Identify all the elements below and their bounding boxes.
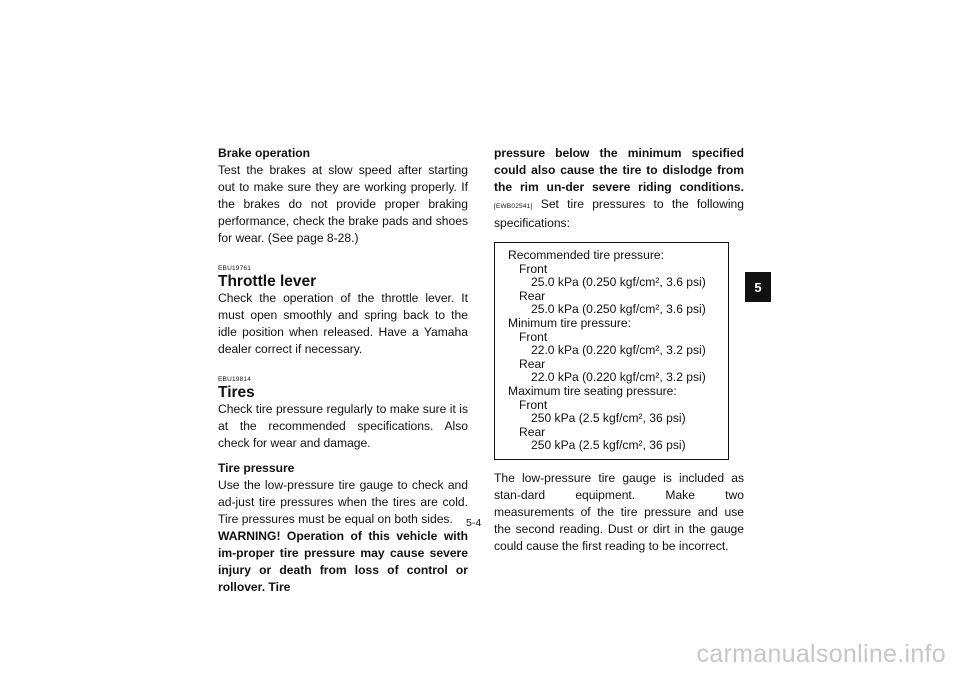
brake-operation-heading: Brake operation [218,146,311,160]
maximum-front-label: Front [519,397,548,412]
recommended-front-value: 25.0 kPa (0.250 kgf/cm², 3.6 psi) [531,275,706,290]
tires-ref-code: EBU19814 [218,376,252,383]
chapter-tab: 5 [745,272,771,302]
watermark: carmanualsonline.info [696,640,946,668]
minimum-pressure-label: Minimum tire pressure: [508,315,631,330]
warning-ref-code: [EWB02541] [494,203,533,210]
recommended-pressure-label: Recommended tire pressure: [508,248,664,262]
throttle-lever-title: Throttle lever [218,273,317,290]
warning-text: WARNING! Operation of this vehicle with im-proper tire pressure may cause severe injury or death from loss of control or rollover. Tire [218,529,468,594]
tire-pressure-text: Use the low-pressure tire gauge to check and ad-just tire pressures when the tires are cold. Tire pressures must be equal on both sides. [218,478,468,526]
tire-pressure-spec-box [494,242,729,460]
maximum-rear-value: 250 kPa (2.5 kgf/cm², 36 psi) [531,438,686,453]
minimum-front-label: Front [519,329,548,344]
warning-continuation-text: pressure below the minimum specified could also cause the tire to dislodge from the rim un-der severe riding conditions. [494,146,744,194]
throttle-lever-text: Check the operation of the throttle lever. It must open smoothly and spring back to the idle position when released. Have a Yamaha dealer correct if necessary. [218,291,468,356]
right-column [494,145,744,555]
gauge-text: The low-pressure tire gauge is included as stan-dard equipment. Make two measurements of the tire pressure and use the second reading. Dust or dirt in the gauge could cause the first reading to be incorrect. [494,470,744,553]
maximum-front-value: 250 kPa (2.5 kgf/cm², 36 psi) [531,411,686,426]
recommended-front-label: Front [519,261,548,276]
maximum-pressure-label: Maximum tire seating pressure: [508,383,677,398]
warning-continuation [494,145,744,232]
recommended-rear-value: 25.0 kPa (0.250 kgf/cm², 3.6 psi) [531,302,706,317]
brake-operation-text: Test the brakes at slow speed after starting out to make sure they are working properly. If the brakes do not provide proper braking performance, check the brake pads and shoes for wear. (See page 8-28.) [218,163,468,245]
page-number: 5-4 [466,517,482,529]
recommended-rear-label: Rear [519,288,546,303]
left-column [218,145,468,596]
minimum-front-value: 22.0 kPa (0.220 kgf/cm², 3.2 psi) [531,343,706,358]
tires-title: Tires [218,384,255,401]
throttle-ref-code: EBU19761 [218,265,252,272]
tires-text: Check tire pressure regularly to make sure it is at the recommended specifications. Also check for wear and damage. [218,402,468,450]
minimum-rear-label: Rear [519,356,546,371]
set-pressure-text: Set tire pressures to the following specifications: [494,197,744,230]
maximum-rear-label: Rear [519,424,546,439]
tire-pressure-heading: Tire pressure [218,461,295,475]
minimum-rear-value: 22.0 kPa (0.220 kgf/cm², 3.2 psi) [531,370,706,385]
